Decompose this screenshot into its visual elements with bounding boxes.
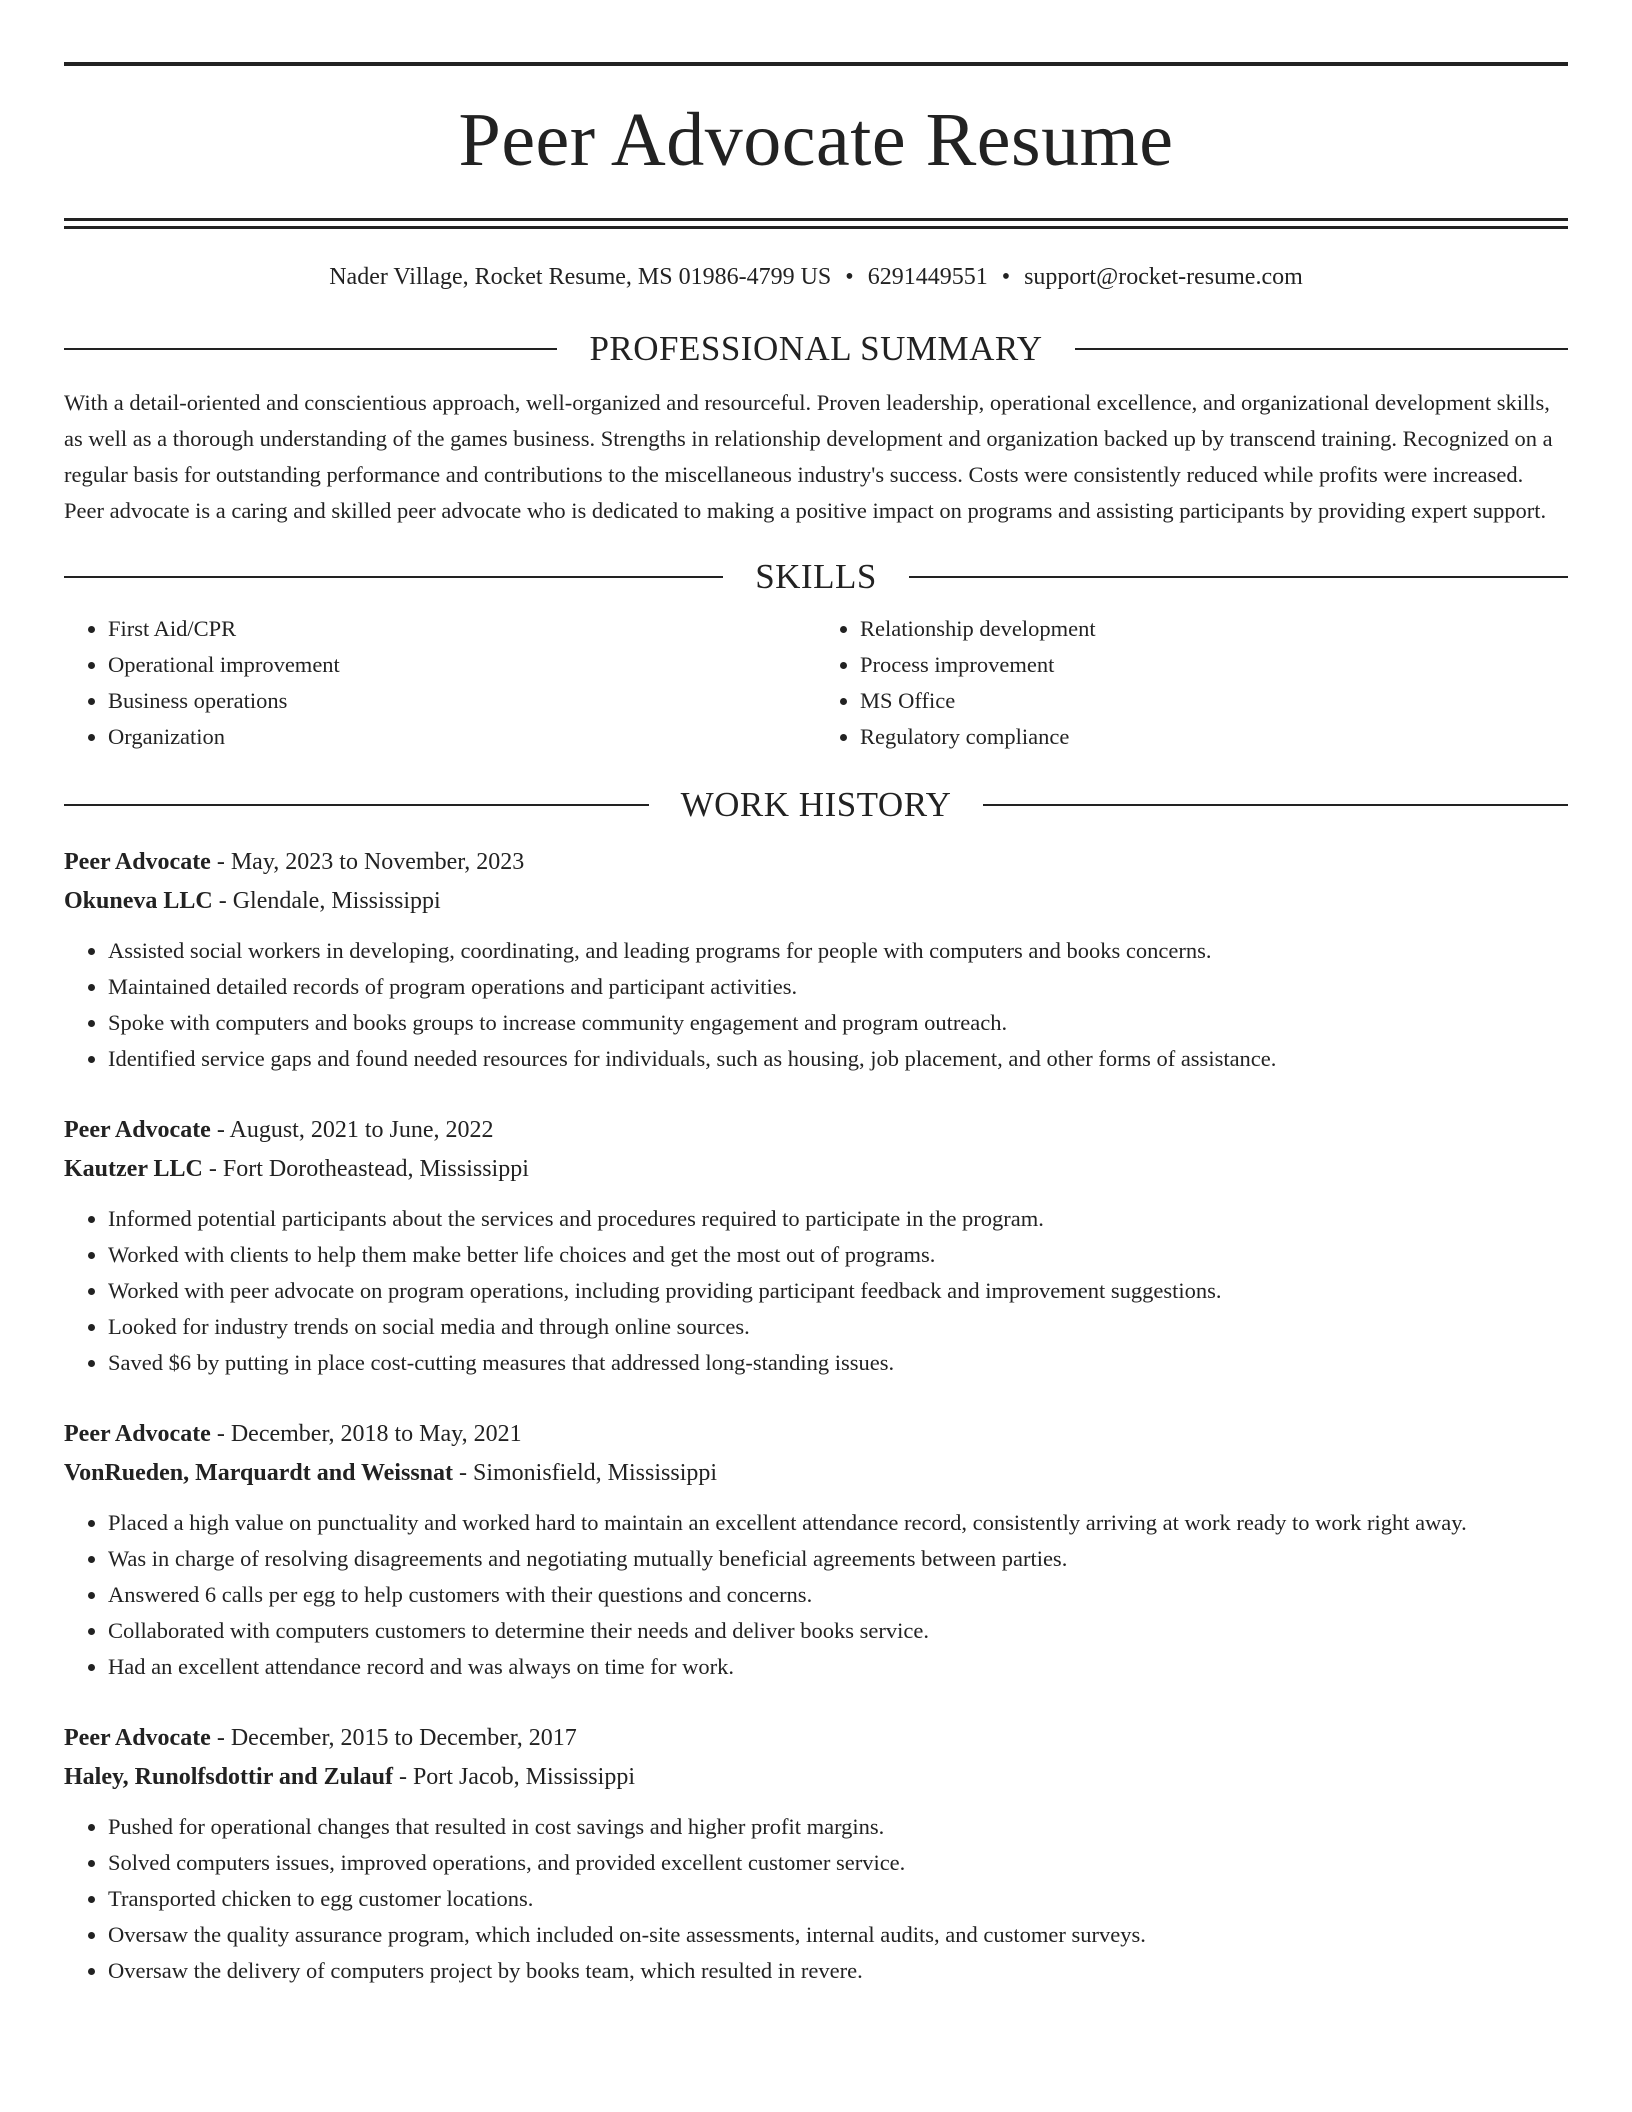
contact-phone: 6291449551 [867,264,988,290]
job-title-line [64,1415,1568,1454]
job-bullet: • Identified service gaps and found needed resources for individuals, such as housing, job placement, and other forms of assistance. [108,1041,1568,1077]
job-location: - Glendale, Mississippi [212,888,441,914]
job-company-line [64,1150,1568,1189]
job-title-line [64,1719,1568,1758]
job-company: VonRueden, Marquardt and Weissnat [64,1460,453,1486]
job-bullet: • Oversaw the quality assurance program, which included on-site assessments, internal audits, and customer surveys. [108,1917,1568,1953]
job-company: Kautzer LLC [64,1156,203,1182]
professional-summary-text: With a detail-oriented and conscientious approach, well-organized and resourceful. Proven leadership, operational excellence, and organizational development skills, as well as a thorough understanding of the games business. Strengths in relationship development and organization backed up by transcend training. Recognized on a regular basis for outstanding performance and contributions to the miscellaneous industry's success. Costs were consistently reduced while profits were increased. Peer advocate is a caring and skilled peer advocate who is dedicated to making a positive impact on programs and assisting participants by providing expert support. [64,390,1553,523]
job-company-line [64,1454,1568,1493]
contact-email: support@rocket-resume.com [1024,264,1303,290]
job-bullets [64,1505,1568,1685]
job-bullet: • Answered 6 calls per egg to help customers with their questions and concerns. [108,1577,1568,1613]
contact-separator: • [845,264,854,290]
skill-item: • Process improvement [860,647,1568,683]
title-double-rule [64,218,1568,229]
job-company: Okuneva LLC [64,888,213,914]
job-bullet: • Transported chicken to egg customer locations. [108,1881,1568,1917]
skill-item: • First Aid/CPR [108,611,816,647]
page-title: Peer Advocate Resume [458,98,1174,182]
section-heading-summary [64,329,1568,369]
skill-item: • Organization [108,719,816,755]
job-role: Peer Advocate [64,1421,211,1447]
contact-line [64,261,1568,293]
job-bullets [64,1809,1568,1989]
section-heading-work-history [64,785,1568,825]
job-entry [64,1111,1568,1381]
section-heading-label: WORK HISTORY [680,785,952,824]
section-heading-label: PROFESSIONAL SUMMARY [589,329,1043,368]
heading-rule [909,576,1568,578]
job-location: - Fort Dorotheastead, Mississippi [202,1156,529,1182]
heading-rule [983,804,1568,806]
skill-item: • Business operations [108,683,816,719]
job-bullet: • Worked with peer advocate on program operations, including providing participant feedback and improvement suggestions. [108,1273,1568,1309]
job-entry [64,843,1568,1077]
job-location: - Simonisfield, Mississippi [453,1460,718,1486]
job-dates: - May, 2023 to November, 2023 [210,849,525,875]
job-title-line [64,843,1568,882]
job-bullet: • Was in charge of resolving disagreements and negotiating mutually beneficial agreements between parties. [108,1541,1568,1577]
job-bullet: • Oversaw the delivery of computers project by books team, which resulted in revere. [108,1953,1568,1989]
job-company-line [64,1758,1568,1797]
heading-rule [64,576,723,578]
skill-item: • Regulatory compliance [860,719,1568,755]
job-role: Peer Advocate [64,1725,211,1751]
section-heading-skills [64,557,1568,597]
job-bullets [64,1201,1568,1381]
heading-rule [64,348,557,350]
job-entry [64,1719,1568,1989]
skill-item: • Relationship development [860,611,1568,647]
job-company: Haley, Runolfsdottir and Zulauf [64,1764,393,1790]
job-bullet: • Assisted social workers in developing, coordinating, and leading programs for people with computers and books concerns. [108,933,1568,969]
job-bullet: • Had an excellent attendance record and was always on time for work. [108,1649,1568,1685]
job-bullet: • Informed potential participants about the services and procedures required to participate in the program. [108,1201,1568,1237]
skill-item: • Operational improvement [108,647,816,683]
job-entry [64,1415,1568,1685]
skills-list [64,611,1568,755]
contact-address: Nader Village, Rocket Resume, MS 01986-4799 US [329,264,832,290]
skills-column-right [816,611,1568,755]
job-dates: - August, 2021 to June, 2022 [210,1117,494,1143]
skill-item: • MS Office [860,683,1568,719]
job-bullet: • Solved computers issues, improved operations, and provided excellent customer service. [108,1845,1568,1881]
job-bullet: • Placed a high value on punctuality and worked hard to maintain an excellent attendance record, consistently arriving at work ready to work right away. [108,1505,1568,1541]
job-bullets [64,933,1568,1077]
job-dates: - December, 2015 to December, 2017 [210,1725,577,1751]
job-role: Peer Advocate [64,1117,211,1143]
job-bullet: • Collaborated with computers customers to determine their needs and deliver books service. [108,1613,1568,1649]
job-bullet: • Saved $6 by putting in place cost-cutting measures that addressed long-standing issues. [108,1345,1568,1381]
job-role: Peer Advocate [64,849,211,875]
job-bullet: • Looked for industry trends on social media and through online sources. [108,1309,1568,1345]
contact-separator: • [1001,264,1011,290]
job-title-line [64,1111,1568,1150]
job-dates: - December, 2018 to May, 2021 [210,1421,522,1447]
job-location: - Port Jacob, Mississippi [392,1764,635,1790]
section-heading-label: SKILLS [755,557,877,596]
heading-rule [64,804,649,806]
job-bullet: • Maintained detailed records of program operations and participant activities. [108,969,1568,1005]
job-bullet: • Pushed for operational changes that resulted in cost savings and higher profit margins. [108,1809,1568,1845]
heading-rule [1075,348,1568,350]
job-company-line [64,882,1568,921]
job-bullet: • Spoke with computers and books groups to increase community engagement and program outreach. [108,1005,1568,1041]
skills-column-left [64,611,816,755]
job-bullet: • Worked with clients to help them make better life choices and get the most out of programs. [108,1237,1568,1273]
resume-page [64,0,1568,1989]
